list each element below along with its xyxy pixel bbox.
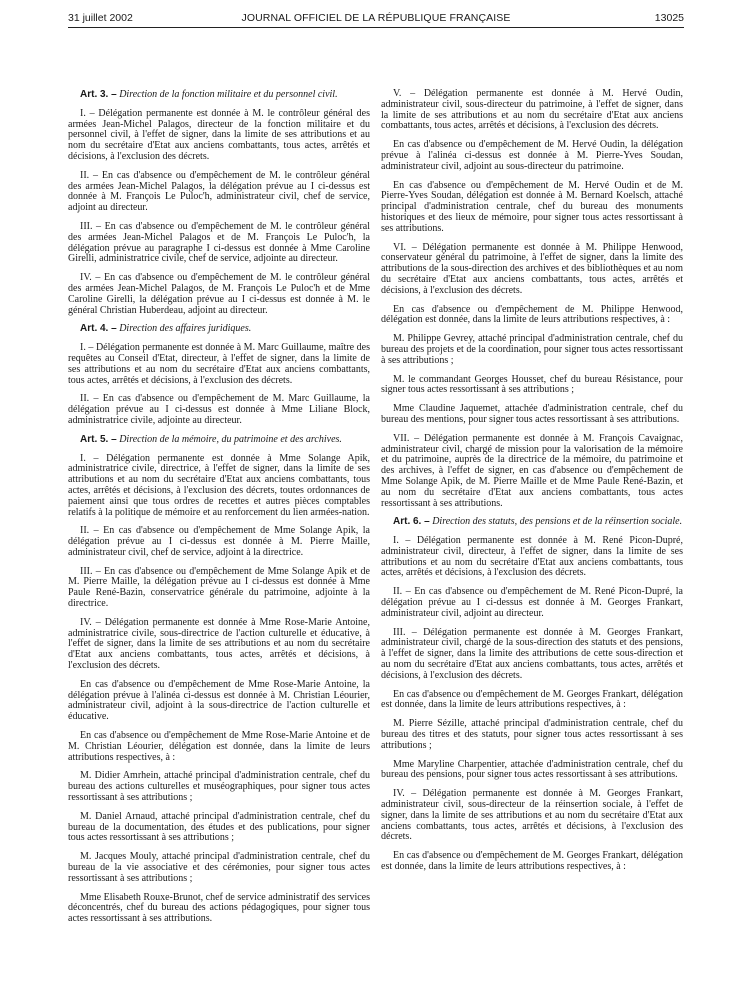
- paragraph: M. Philippe Gevrey, attaché principal d'administration centrale, chef du bureau des projets et de la coordination, pour signer tous actes ressortissant à ses attributions ;: [381, 333, 683, 366]
- left-column: [68, 86, 370, 933]
- paragraph: III. – En cas d'absence ou d'empêchement de Mme Solange Apik et de M. Pierre Maille, la délégation prévue au I ci-dessus est donnée à Mme Paule René-Bazin, conservatrice générale du patrimoine, adjointe à la directrice.: [68, 565, 370, 610]
- paragraph: Mme Elisabeth Rouxe-Brunot, chef de service administratif des services déconcentrés, chef du bureau des actions pédagogiques, pour signer tous actes ressortissant à ses attributions.: [68, 891, 370, 925]
- paragraph: III. – Délégation permanente est donnée à M. Georges Frankart, administrateur civil, chargé de la sous-direction des statuts et des pensions, à l'effet de signer, dans la limite des attributions de cette sous-direction et au nom du secrétaire d'Etat aux anciens combattants, tous actes, arrêtés et décisions, à l'exclusion des décrets.: [381, 626, 683, 681]
- paragraph: I. – Délégation permanente est donnée à M. René Picon-Dupré, administrateur civil, directeur, à l'effet de signer, dans la limite de ses attributions et au nom du secrétaire d'Etat aux anciens combattants, tous actes, arrêtés et décisions, à l'exclusion des décrets.: [381, 535, 683, 579]
- paragraph: M. Jacques Mouly, attaché principal d'administration centrale, chef du bureau de la vie associative et des cérémonies, pour signer tous actes ressortissant à ses attributions ;: [68, 851, 370, 884]
- journal-title: JOURNAL OFFICIEL DE LA RÉPUBLIQUE FRANÇAISE: [241, 12, 511, 24]
- paragraph: Mme Claudine Jaquemet, attachée d'administration centrale, chef du bureau des mentions, pour signer tous actes ressortissant à ses attributions.: [381, 403, 683, 425]
- article-6-heading: [381, 517, 683, 528]
- paragraph: IV. – En cas d'absence ou d'empêchement de M. le contrôleur général des armées Jean-Michel Palagos, de M. François Le Puloc'h et de Mme Caroline Girelli, la délégation prévue au I ci-dessus est donnée à M. le général Christian Huberdeau, adjoint au directeur.: [68, 272, 370, 316]
- article-title: Direction de la fonction militaire et du personnel civil.: [119, 89, 338, 100]
- article-4-heading: [68, 324, 370, 335]
- article-title: Direction de la mémoire, du patrimoine et des archives.: [119, 433, 342, 445]
- page-header: [68, 8, 684, 28]
- paragraph: En cas d'absence ou d'empêchement de Mme Rose-Marie Antoine, la délégation prévue à l'alinéa ci-dessus est donnée à M. Christian Léourier, administrateur civil, adjoint à la sous-directrice de l'action culturelle et éducative.: [68, 678, 370, 723]
- paragraph: IV. – Délégation permanente est donnée à M. Georges Frankart, administrateur civil, sous-directeur de la réinsertion sociale, à l'effet de signer, dans la limite de ses attributions et au nom du secrétaire d'Etat aux anciens combattants, tous actes, arrêtés et décisions, à l'exclusion des décrets.: [381, 788, 683, 843]
- paragraph: En cas d'absence ou d'empêchement de M. Hervé Oudin, la délégation prévue à l'alinéa ci-dessus est donnée à M. Pierre-Yves Soudan, administrateur civil, adjoint au sous-directeur du patrimoine.: [381, 139, 683, 172]
- article-3-heading: [68, 90, 370, 101]
- paragraph: En cas d'absence ou d'empêchement de M. Georges Frankart, délégation est donnée, dans la limite de leurs attributions respectives, à :: [381, 850, 683, 873]
- right-column: [381, 89, 683, 881]
- page-number: 13025: [654, 12, 684, 24]
- paragraph: M. Pierre Sézille, attaché principal d'administration centrale, chef du bureau des titres et des statuts, pour signer tous actes ressortissant à ses attributions ;: [381, 718, 683, 751]
- paragraph: II. – En cas d'absence ou d'empêchement de M. René Picon-Dupré, la délégation prévue au I ci-dessus est donnée à M. Georges Frankart, administrateur civil, adjoint au directeur.: [381, 586, 683, 619]
- paragraph: VII. – Délégation permanente est donnée à M. François Cavaignac, administrateur civil, chargé de mission pour la valorisation de la mémoire et du patrimoine, auprès de la directrice de la mémoire, du patrimoine et des archives, à l'effet de signer, en cas d'absence ou d'empêchement de Mme Solange Apik, de M. Pierre Maille et de Mme Paule René-Bazin, et au nom du secrétaire d'Etat aux anciens combattants, tous actes ressortissant à ses attributions.: [381, 432, 683, 509]
- article-title: Direction des affaires juridiques.: [119, 323, 252, 335]
- paragraph: III. – En cas d'absence ou d'empêchement de M. le contrôleur général des armées Jean-Michel Palagos et de M. François Le Puloc'h, la délégation prévue au paragraphe I ci-dessus est donnée à Mme Caroline Girelli, administratrice civile, chef de service, adjointe au directeur.: [68, 220, 370, 265]
- header-rule: [68, 27, 684, 28]
- paragraph: M. Didier Amrhein, attaché principal d'administration centrale, chef du bureau des actions culturelles et muséographiques, pour signer tous actes ressortissant à ses attributions ;: [68, 770, 370, 804]
- article-number: Art. 6. –: [393, 516, 430, 528]
- article-number: Art. 3. –: [80, 89, 117, 100]
- paragraph: Mme Maryline Charpentier, attachée d'administration centrale, chef du bureau des pensions, pour signer tous actes ressortissant à ses attributions.: [381, 758, 683, 781]
- article-number: Art. 4. –: [80, 323, 117, 335]
- paragraph: En cas d'absence ou d'empêchement de M. Georges Frankart, délégation est donnée, dans la limite de leurs attributions respectives, à :: [381, 688, 683, 711]
- paragraph: I. – Délégation permanente est donnée à Mme Solange Apik, administratrice civile, directrice, à l'effet de signer, dans la limite de ses attributions et au nom du secrétaire d'Etat aux anciens combattants, tous actes, arrêtés et décisions, à l'exclusion des décrets, toutes ordonnances de paiement ainsi que tous ordres de recettes et autres pièces comptables relatifs à la politique de mémoire et au renforcement du lien armées-nation.: [68, 452, 370, 518]
- paragraph: I. – Délégation permanente est donnée à M. le contrôleur général des armées Jean-Michel Palagos, directeur de la fonction militaire et du personnel civil, à l'effet de signer, dans la limite de ses attributions et au nom du secrétaire d'Etat aux anciens combattants, tous actes, arrêtés et décisions, à l'exclusion des décrets.: [68, 107, 370, 162]
- paragraph: M. le commandant Georges Housset, chef du bureau Résistance, pour signer tous actes ressortissant à ses attributions ;: [381, 373, 683, 396]
- paragraph: V. – Délégation permanente est donnée à M. Hervé Oudin, administrateur civil, sous-directeur du patrimoine, à l'effet de signer, dans la limite de ses attributions et au nom du secrétaire d'Etat aux anciens combattants, tous actes, arrêtés et décisions, à l'exclusion des décrets.: [381, 88, 683, 132]
- paragraph: II. – En cas d'absence ou d'empêchement de Mme Solange Apik, la délégation prévue au I ci-dessus est donnée à M. Pierre Maille, administrateur civil, chef de service, adjoint à la directrice.: [68, 525, 370, 558]
- header-date: 31 juillet 2002: [68, 12, 133, 24]
- paragraph: II. – En cas d'absence ou d'empêchement de M. Marc Guillaume, la délégation prévue au I ci-dessus est donnée à Mme Liliane Block, administratrice civile, adjointe au directeur.: [68, 393, 370, 426]
- paragraph: En cas d'absence ou d'empêchement de M. Philippe Henwood, délégation est donnée, dans la limite de leurs attributions respectives, à :: [381, 303, 683, 326]
- paragraph: II. – En cas d'absence ou d'empêchement de M. le contrôleur général des armées Jean-Michel Palagos, la délégation prévue au I ci-dessus est donnée à M. François Le Puloc'h, administrateur civil, chef de service, adjoint au directeur.: [68, 169, 370, 214]
- article-5-heading: [68, 435, 370, 446]
- paragraph: VI. – Délégation permanente est donnée à M. Philippe Henwood, conservateur général du patrimoine, à l'effet de signer, dans la limite des attributions de la sous-direction des archives et des bibliothèques et au nom du secrétaire d'Etat aux anciens combattants, tous actes, arrêtés et décisions, à l'exclusion des décrets.: [381, 241, 683, 296]
- paragraph: IV. – Délégation permanente est donnée à Mme Rose-Marie Antoine, administratrice civile, sous-directrice de l'action culturelle et éducative, à l'effet de signer, dans la limite de ses attributions et au nom du secrétaire d'Etat aux anciens combattants, tous actes, arrêtés et décisions, à l'exclusion des décrets.: [68, 616, 370, 672]
- paragraph: En cas d'absence ou d'empêchement de M. Hervé Oudin et de M. Pierre-Yves Soudan, délégation est donnée à M. Bernard Koelsch, attaché principal d'administration centrale, chef du bureau des monuments historiques et des lieux de mémoire, pour signer tous actes ressortissant à ses attributions.: [381, 179, 683, 234]
- article-number: Art. 5. –: [80, 433, 117, 445]
- paragraph: I. – Délégation permanente est donnée à M. Marc Guillaume, maître des requêtes au Conseil d'Etat, directeur, à l'effet de signer, dans la limite de ses attributions et au nom du secrétaire d'Etat aux anciens combattants, tous actes, arrêtés et décisions, à l'exclusion des décrets.: [68, 342, 370, 386]
- article-title: Direction des statuts, des pensions et de la réinsertion sociale.: [432, 516, 683, 528]
- paragraph: En cas d'absence ou d'empêchement de Mme Rose-Marie Antoine et de M. Christian Léourier, délégation est donnée, dans la limite de leurs attributions respectives, à :: [68, 730, 370, 763]
- paragraph: M. Daniel Arnaud, attaché principal d'administration centrale, chef du bureau de la documentation, des études et des publications, pour signer tous actes ressortissant à ses attributions ;: [68, 810, 370, 844]
